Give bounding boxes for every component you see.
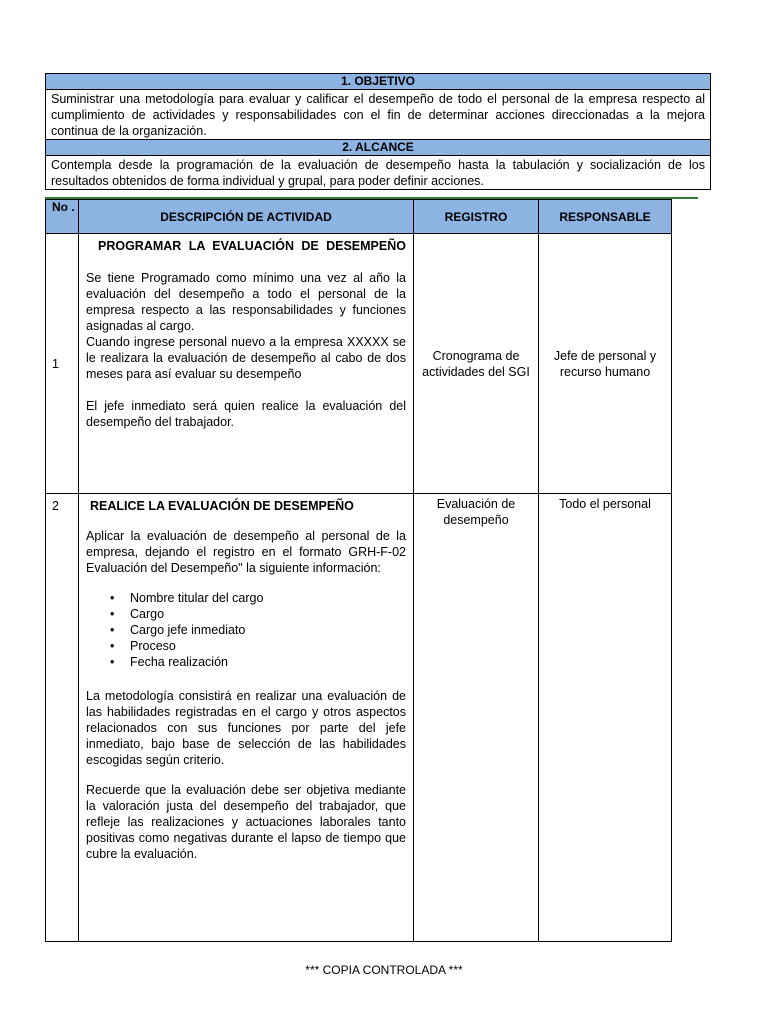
row-description: [79, 494, 414, 942]
row-description: [79, 234, 414, 494]
alcance-heading: 2. ALCANCE: [46, 140, 710, 156]
row-number: 1: [46, 234, 79, 494]
activities-table: [45, 199, 672, 942]
row-registro: Cronograma de actividades del SGI: [414, 234, 539, 494]
alcance-text: [46, 156, 710, 189]
activity-title: REALICE LA EVALUACIÓN DE DESEMPEÑO: [90, 499, 354, 513]
activity-paragraph: El jefe inmediato será quien realice la evaluación del desempeño del trabajador.: [86, 399, 406, 429]
row-responsable: Jefe de personal y recurso humano: [539, 234, 672, 494]
list-item: • Cargo jefe inmediato: [130, 622, 406, 638]
list-item: • Cargo: [130, 606, 406, 622]
objetivo-heading: 1. OBJETIVO: [46, 74, 710, 90]
activity-paragraph: Cuando ingrese personal nuevo a la empresa XXXXX se le realizara la evaluación de desempeño al cabo de dos meses para así evaluar su desempeño: [86, 335, 406, 381]
row-number: 2: [46, 494, 79, 942]
header-no: [46, 200, 79, 234]
activity-paragraph: Recuerde que la evaluación debe ser objetiva mediante la valoración justa del desempeño del trabajador, que refleje las realizaciones y actuaciones laborales tanto positivas como negativas durante el lapso de tiempo que cubre la evaluación.: [86, 783, 406, 861]
table-header-row: [46, 200, 672, 234]
list-item: • Fecha realización: [130, 654, 406, 670]
activity-paragraph: La metodología consistirá en realizar una evaluación de las habilidades registradas en el cargo y otros aspectos relacionados con sus funciones por parte del jefe inmediato, bajo base de selección de las habilidades escogidas según criterio.: [86, 689, 406, 767]
info-list: [86, 590, 406, 670]
objetivo-paragraph: Suministrar una metodología para evaluar y calificar el desempeño de todo el personal de la empresa respecto al cumplimiento de actividades y responsabilidades con el fin de determinar acciones direccionadas a la mejora continua de la organización.: [51, 92, 705, 138]
row-responsable: Todo el personal: [539, 494, 672, 942]
header-registro: REGISTRO: [414, 200, 539, 234]
list-item: • Nombre titular del cargo: [130, 590, 406, 606]
header-no-label: No .: [52, 200, 75, 214]
header-responsable: RESPONSABLE: [539, 200, 672, 234]
list-item: • Proceso: [130, 638, 406, 654]
activity-title: PROGRAMAR LA EVALUACIÓN DE DESEMPEÑO: [98, 239, 406, 253]
row-registro: Evaluación de desempeño: [414, 494, 539, 942]
activity-paragraph: Aplicar la evaluación de desempeño al personal de la empresa, dejando el registro en el formato GRH-F-02 Evaluación del Desempeño" la siguiente información:: [86, 529, 406, 575]
footer-controlled-copy: *** COPIA CONTROLADA ***: [305, 963, 463, 977]
activity-paragraph: Se tiene Programado como mínimo una vez al año la evaluación del desempeño a todo el personal de la empresa respecto a las responsabilidades y funciones asignadas al cargo.: [86, 271, 406, 333]
header-descripcion: DESCRIPCIÓN DE ACTIVIDAD: [79, 200, 414, 234]
table-row: [46, 494, 672, 942]
alcance-paragraph: Contempla desde la programación de la evaluación de desempeño hasta la tabulación y socialización de los resultados obtenidos de forma individual y grupal, para poder definir acciones.: [51, 158, 705, 188]
objetivo-text: [46, 90, 710, 140]
objective-scope-block: [45, 73, 711, 190]
table-row: [46, 234, 672, 494]
